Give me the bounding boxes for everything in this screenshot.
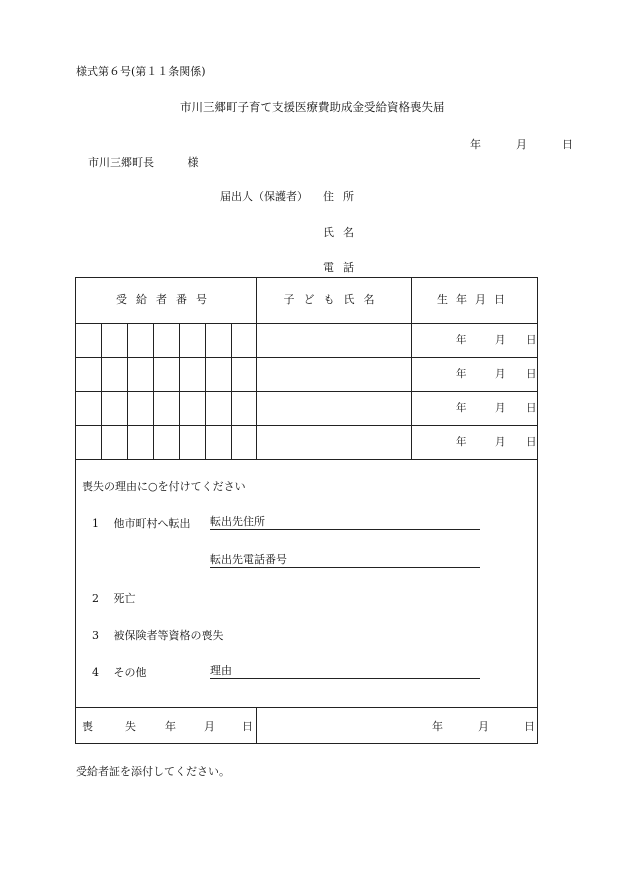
option-number: 2 (92, 592, 99, 605)
footer-note: 受給者証を添付してください。 (76, 765, 230, 778)
header-birth-date: 生年月日 (437, 293, 513, 306)
digit-divider (101, 323, 102, 459)
day-label: 日 (524, 720, 535, 733)
table-bottom-divider (76, 459, 537, 460)
digit-divider (127, 323, 128, 459)
loss-char: 失 (125, 720, 136, 733)
reason-option-3 (92, 630, 224, 641)
month-label: 月 (495, 368, 506, 380)
option-number: 4 (92, 666, 99, 679)
option-number: 1 (92, 517, 99, 530)
reason-option-1 (92, 518, 191, 529)
digit-divider (179, 323, 180, 459)
loss-char: 月 (204, 720, 215, 733)
loss-date-divider (256, 707, 257, 744)
header-child-name: 子ども氏名 (283, 293, 384, 306)
addressee-name: 市川三郷町長 (88, 156, 154, 169)
applicant-phone-label: 電話 (323, 261, 363, 274)
day-label: 日 (526, 334, 537, 346)
option-label: 被保険者等資格の喪失 (113, 629, 224, 642)
field-label: 理由 (210, 664, 232, 677)
addressee-suffix: 様 (187, 156, 199, 169)
submission-date (470, 139, 573, 150)
date-month-label: 月 (516, 138, 527, 151)
table-row-birth-date (411, 357, 539, 391)
reasons-bottom-divider (76, 707, 537, 708)
moving-phone-field[interactable] (210, 554, 480, 568)
field-label: 転出先電話番号 (210, 553, 287, 566)
field-label: 転出先住所 (210, 515, 265, 528)
digit-divider (205, 323, 206, 459)
loss-char: 日 (242, 720, 253, 733)
applicant-address-label: 住所 (323, 190, 363, 203)
reason-instruction: 喪失の理由に○を付けてください (82, 480, 246, 493)
loss-char: 年 (165, 720, 176, 733)
day-label: 日 (526, 402, 537, 414)
reason-option-2 (92, 593, 136, 604)
form-number: 様式第６号(第１１条関係) (76, 65, 206, 78)
day-label: 日 (526, 436, 537, 448)
digit-divider (231, 323, 232, 459)
year-label: 年 (432, 720, 443, 733)
other-reason-field[interactable] (210, 665, 480, 679)
day-label: 日 (526, 368, 537, 380)
moving-address-field[interactable] (210, 516, 480, 530)
month-label: 月 (495, 402, 506, 414)
year-label: 年 (456, 402, 467, 414)
date-year-label: 年 (470, 138, 481, 151)
month-label: 月 (478, 720, 489, 733)
table-row-birth-date (411, 323, 539, 357)
table-row-birth-date (411, 425, 539, 459)
option-label: 他市町村へ転出 (113, 517, 191, 530)
applicant-label: 届出人（保護者） (220, 190, 308, 203)
digit-divider (153, 323, 154, 459)
year-label: 年 (456, 368, 467, 380)
header-recipient-number: 受給者番号 (116, 293, 216, 306)
table-row-birth-date (411, 391, 539, 425)
year-label: 年 (456, 436, 467, 448)
month-label: 月 (495, 334, 506, 346)
option-label: その他 (113, 666, 147, 679)
document-title: 市川三郷町子育て支援医療費助成金受給資格喪失届 (180, 100, 445, 114)
option-number: 3 (92, 629, 99, 642)
reason-option-4 (92, 667, 147, 678)
column-divider (256, 278, 257, 459)
month-label: 月 (495, 436, 506, 448)
date-day-label: 日 (562, 138, 573, 151)
loss-char: 喪 (82, 720, 93, 733)
form-table (75, 277, 538, 744)
addressee (88, 157, 199, 168)
applicant-name-label: 氏名 (323, 226, 363, 239)
option-label: 死亡 (113, 592, 136, 605)
year-label: 年 (456, 334, 467, 346)
